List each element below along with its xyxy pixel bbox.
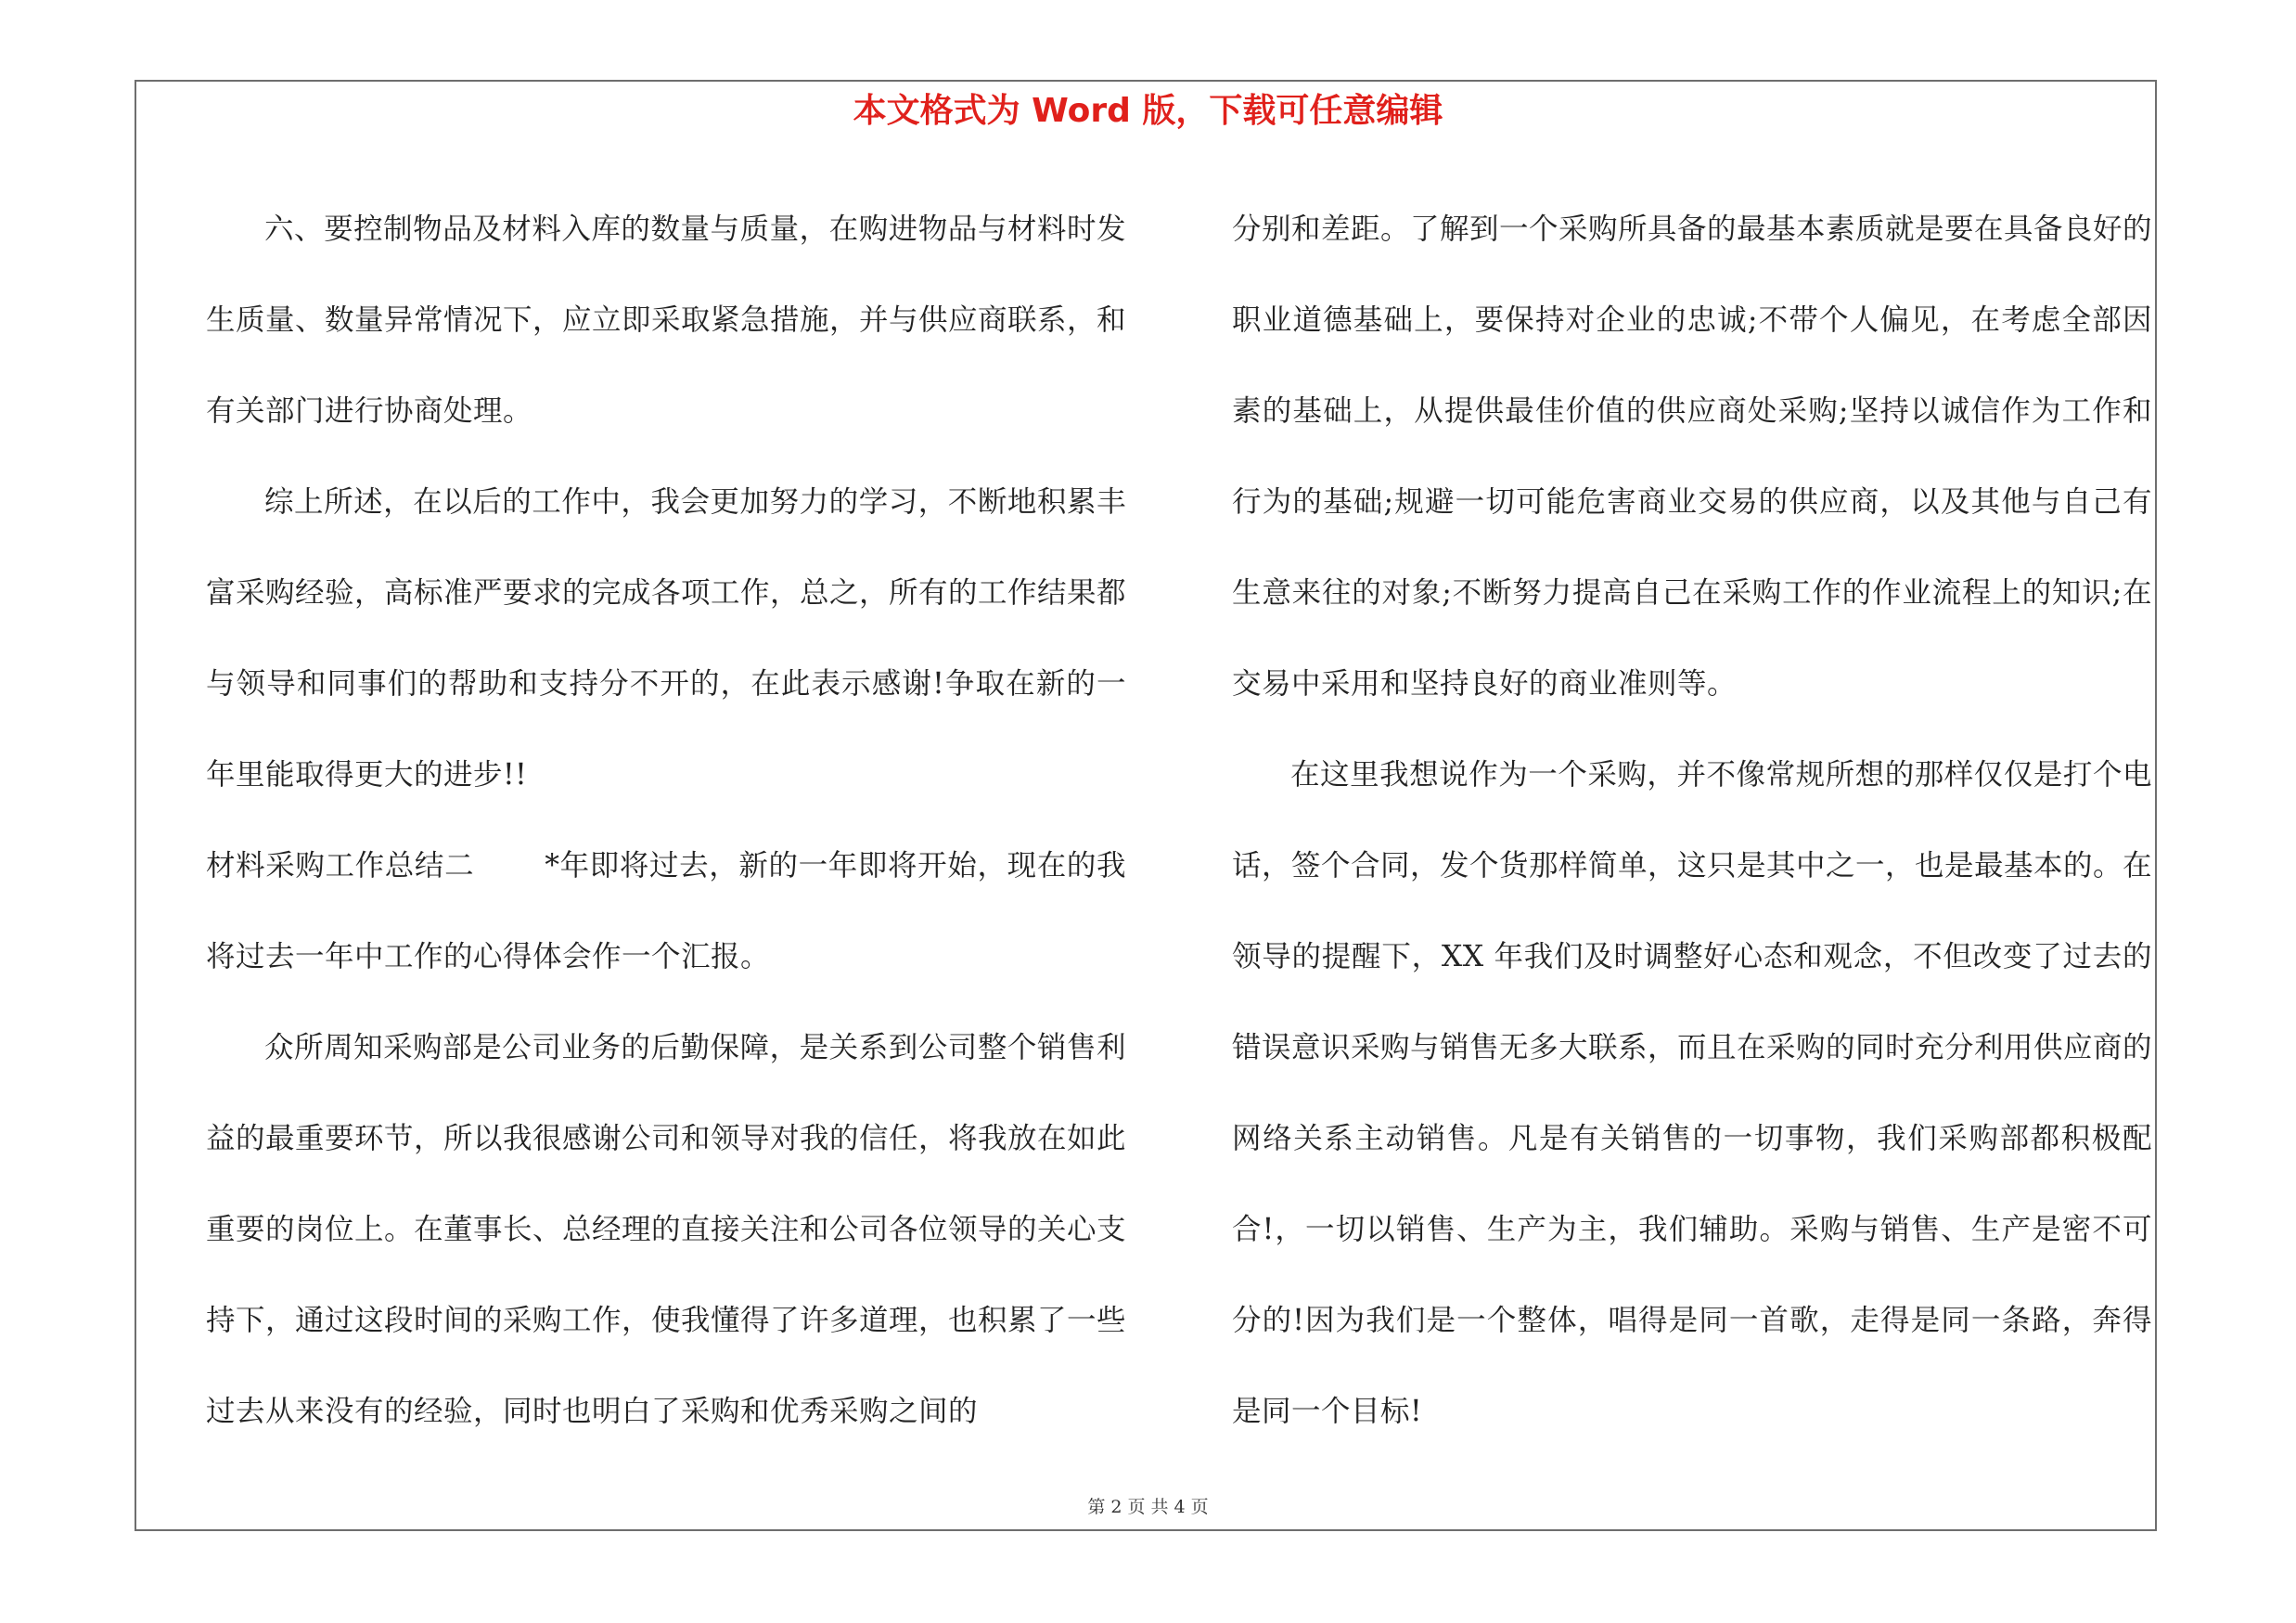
paragraph-summary: 综上所述，在以后的工作中，我会更加努力的学习，不断地积累丰富采购经验，高标准严要求的完成各项工作，总之，所有的工作结果都与领导和同事们的帮助和支持分不开的，在此表示感谢!争取在新的一年里能取得更大的进步!! (206, 485, 1127, 792)
paragraph-buyer-qualities: 分别和差距。了解到一个采购所具备的最基本素质就是要在具备良好的职业道德基础上，要保持对企业的忠诚;不带个人偏见，在考虑全部因素的基础上，从提供最佳价值的供应商处采购;坚持以诚信作为工作和行为的基础;规避一切可能危害商业交易的供应商，以及其他与自己有生意来往的对象;不断努力提高自己在采购工作的作业流程上的知识;在交易中采用和坚持良好的商业准则等。 (1232, 213, 2153, 701)
format-banner: 本文格式为 Word 版，下载可任意编辑 (853, 92, 1443, 130)
section-heading: 材料采购工作总结二 (206, 849, 475, 882)
left-column (206, 184, 1126, 1457)
paragraph-section-two (206, 820, 1126, 1002)
section-intro: *年即将过去，新的一年即将开始，现在的我将过去一年中工作的心得体会作一个汇报。 (206, 849, 1126, 973)
right-column (1232, 184, 2152, 1457)
paragraph-sales-cooperation: 在这里我想说作为一个采购，并不像常规所想的那样仅仅是打个电话，签个合同，发个货那样简单，这只是其中之一，也是最基本的。在领导的提醒下，XX 年我们及时调整好心态和观念，不但改变了过去的错误意识采购与销售无多大联系，而且在采购的同时充分利用供应商的网络关系主动销售。凡是有关销售的一切事物，我们采购部都积极配合!，一切以销售、生产为主，我们辅助。采购与销售、生产是密不可分的!因为我们是一个整体，唱得是同一首歌，走得是同一条路，奔得是同一个目标! (1232, 758, 2153, 1428)
paragraph-purchasing-role: 众所周知采购部是公司业务的后勤保障，是关系到公司整个销售利益的最重要环节，所以我很感谢公司和领导对我的信任，将我放在如此重要的岗位上。在董事长、总经理的直接关注和公司各位领导的关心支持下，通过这段时间的采购工作，使我懂得了许多道理，也积累了一些过去从来没有的经验，同时也明白了采购和优秀采购之间的 (206, 1031, 1127, 1428)
page-number: 第 2 页 共 4 页 (1087, 1497, 1209, 1517)
paragraph-inventory-control: 六、要控制物品及材料入库的数量与质量，在购进物品与材料时发生质量、数量异常情况下，应立即采取紧急措施，并与供应商联系，和有关部门进行协商处理。 (206, 213, 1127, 428)
